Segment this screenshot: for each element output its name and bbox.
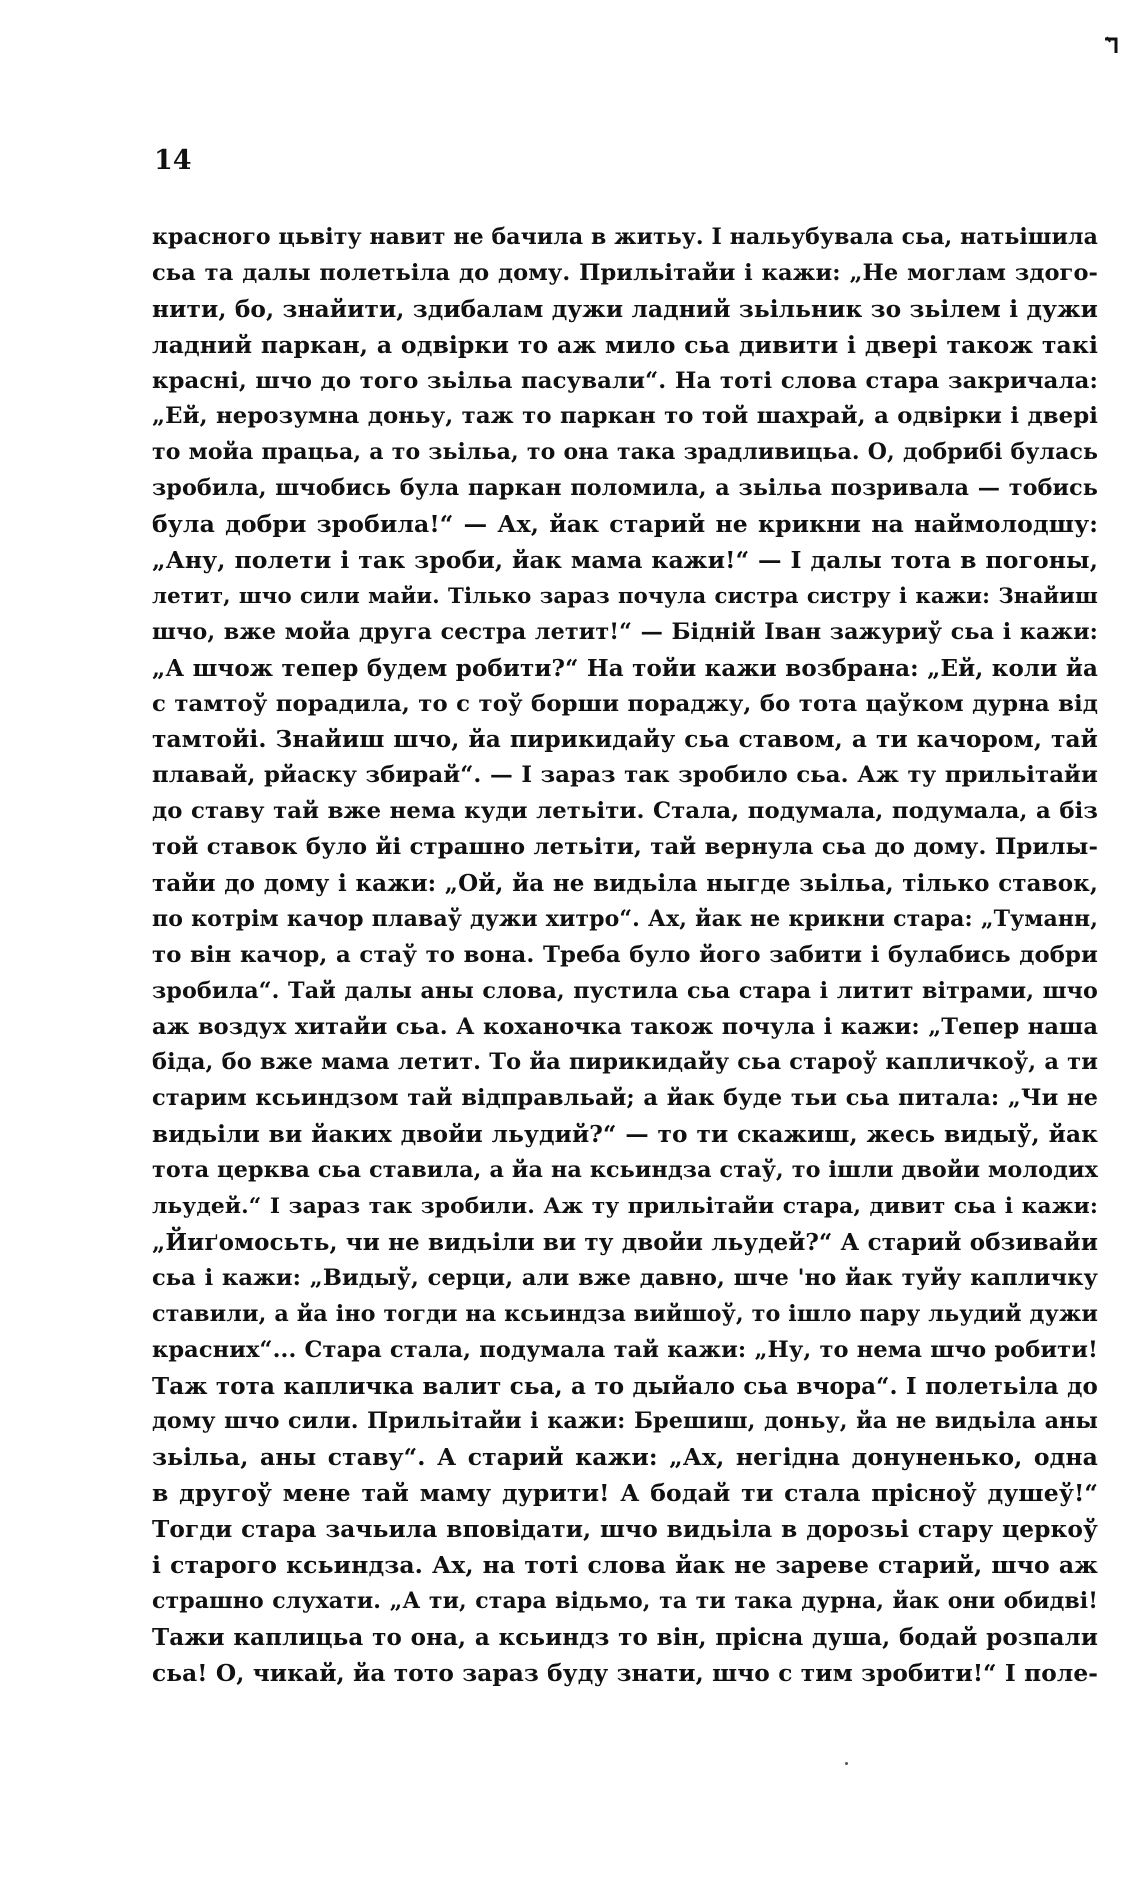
body-text (152, 220, 1098, 1692)
text-line: сьа! О, чикай, йа тото зараз буду знати, шчо с тим зробити!“ І поле- (152, 1659, 1098, 1687)
text-line: страшно слухати. „А ти, стара відьмо, та ти така дурна, йак они обидві! (152, 1587, 1098, 1614)
text-line: „А шчож тепер будем робити?“ На тойи кажи возбрана: „Ей, коли йа (152, 654, 1098, 682)
text-line: Таж тота капличка валит сьа, а то дыйало сьа вчора“. І полетьіла до (152, 1372, 1098, 1400)
text-line: була добри зробила!“ — Ах, йак старий не крикни на наймолодшу: (152, 510, 1098, 539)
text-line: то мойа працьа, а то зьільа, то она така зрадливицьа. О, добрибі булась (152, 439, 1098, 466)
text-line: то він качор, а стаў то вона. Треба було його забити і булабись добри (152, 941, 1098, 968)
text-line: тота церква сьа ставила, а йа на ксьиндза стаў, то ішли двойи молодих (152, 1157, 1098, 1184)
text-line: аж воздух хитайи сьа. А коханочка також почула і кажи: „Тепер наша (152, 1013, 1098, 1040)
corner-mark (1104, 36, 1118, 54)
text-line: красні, шчо до того зьільа пасували“. На тоті слова стара закричала: (152, 367, 1098, 394)
text-line: с тамтоў порадила, то с тоў борши пораджу, бо тота цаўком дурна від (152, 690, 1098, 717)
text-line: нити, бо, знайити, здибалам дужи ладний зьільник зо зьілем і дужи (152, 295, 1098, 323)
text-line: до ставу тай вже нема куди летьіти. Стала, подумала, подумала, а біз (152, 798, 1098, 825)
text-line: тайи до дому і кажи: „Ой, йа не видьіла ныгде зьільа, тілько ставок, (152, 870, 1098, 898)
text-line: сьа і кажи: „Видыў, серци, али вже давно, шче 'но йак туйу капличку (152, 1264, 1098, 1291)
text-line: і старого ксьиндза. Ах, на тоті слова йак не зареве старий, шчо аж (152, 1550, 1098, 1579)
text-line: той ставок було йі страшно летьіти, тай вернула сьа до дому. Прилы- (152, 834, 1098, 861)
page-number: 14 (154, 145, 192, 176)
text-line: летит, шчо сили майи. Тілько зараз почула систра систру і кажи: Знайиш (152, 583, 1098, 609)
text-line: Тогди стара зачьила вповідати, шчо видьіла в дорозьі стару церкоў (152, 1516, 1098, 1544)
text-line: дому шчо сили. Прильітайи і кажи: Брешиш, доньу, йа не видьіла аны (152, 1408, 1098, 1435)
text-line: „Ану, полети і так зроби, йак мама кажи!“ — І далы тота в погоны, (152, 546, 1098, 575)
print-speck (845, 1762, 848, 1765)
text-line: зьільа, аны ставу“. А старий кажи: „Ах, негідна донуненько, одна (152, 1443, 1098, 1472)
text-line: ладний паркан, а одвірки то аж мило сьа дивити і двері також такі (152, 330, 1098, 359)
text-line: „Ей, нерозумна доньу, таж то паркан то той шахрай, а одвірки і двері (152, 403, 1098, 430)
text-line: по котрім качор плаваў дужи хитро“. Ах, йак не крикни стара: „Туманн, (152, 905, 1098, 932)
text-line: плавай, рйаску збирай“. — І зараз так зробило сьа. Аж ту прильітайи (152, 762, 1098, 789)
text-line: красних“... Стара стала, подумала тай кажи: „Ну, то нема шчо робити! (152, 1336, 1098, 1363)
text-line: зробила, шчобись була паркан поломила, а зьільа позривала — тобись (152, 475, 1098, 502)
text-line: старим ксьиндзом тай відправльай; а йак буде тьи сьа питала: „Чи не (152, 1085, 1098, 1112)
text-line: зробила“. Тай далы аны слова, пустила сьа стара і литит вітрами, шчо (152, 977, 1098, 1004)
text-line: видьіли ви йаких двойи льудий?“ — то ти скажиш, жесь видыў, йак (152, 1121, 1098, 1149)
text-line: льудей.“ І зараз так зробили. Аж ту прильітайи стара, дивит сьа і кажи: (152, 1194, 1098, 1220)
text-line: біда, бо вже мама летит. То йа пирикидайу сьа староў капличкоў, а ти (152, 1049, 1098, 1076)
text-line: шчо, вже мойа друга сестра летит!“ — Бідній Іван зажуриў сьа і кажи: (152, 618, 1098, 645)
text-line: ставили, а йа іно тогди на ксьиндза вийшоў, то ішло пару льудий дужи (152, 1300, 1098, 1327)
text-line: Тажи каплицьа то она, а ксьиндз то він, прісна душа, бодай розпали (152, 1623, 1098, 1651)
text-line: „Йиґомосьть, чи не видьіли ви ту двойи льудей?“ А старий обзивайи (152, 1228, 1098, 1256)
text-line: красного цьвіту навит не бачила в житьу. І нальубувала сьа, натьішила (152, 224, 1098, 250)
text-line: сьа та далы полетьіла до дому. Прильітайи і кажи: „Не моглам здого- (152, 259, 1098, 286)
text-line: тамтойі. Знайиш шчо, йа пирикидайу сьа ставом, а ти качором, тай (152, 726, 1098, 754)
text-line: в другоў мене тай маму дурити! А бодай ти стала прісноў душеў!“ (152, 1479, 1098, 1508)
